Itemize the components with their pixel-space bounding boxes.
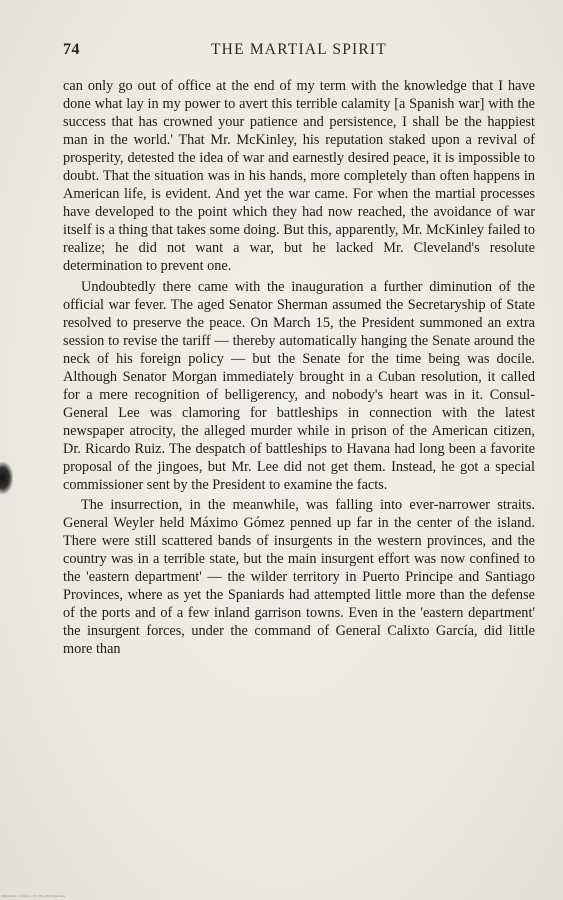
binding-edge-mark [0,462,13,494]
scan-footer-note: National Library of the Philippines [2,894,66,898]
paragraph: Undoubtedly there came with the inauguration a further diminution of the official war fever. The aged Senator Sherman assumed the Secretaryship of State resolved to preserve the peace. On March 15, the President summoned an extra session to revise the tariff — thereby automatically hanging the Senate around the neck of his foreign policy — but the Senate for the time being was docile. Although Senator Morgan immediately brought in a Cuban resolution, it called for a mere recognition of belligerency, and nobody's heart was in it. Consul-General Lee was clamoring for battleships in connection with the latest newspaper atrocity, the alleged murder while in prison of the American citizen, Dr. Ricardo Ruiz. The despatch of battleships to Havana had long been a favorite proposal of the jingoes, but Mr. Lee did not get them. Instead, he got a special commissioner sent by the President to examine the facts. [63,278,535,494]
page-header [63,41,535,63]
page-number: 74 [63,41,80,58]
running-head: THE MARTIAL SPIRIT [211,41,387,58]
body-text [63,77,535,659]
paragraph-continued: can only go out of office at the end of my term with the knowledge that I have done what lay in my power to avert this terrible calamity [a Spanish war] with the success that has crowned your patience and persistence, I shall be the happiest man in the world.' That Mr. McKinley, his reputation staked upon a revival of prosperity, detested the idea of war and earnestly desired peace, it is impossible to doubt. That the situation was in his hands, more completely than often happens in American life, is evident. And yet the war came. For when the martial processes have developed to the point which they had now reached, the avoidance of war itself is a thing that takes some doing. But this, apparently, Mr. McKinley failed to realize; he did not want a war, but he lacked Mr. Cleveland's resolute determination to prevent one. [63,78,535,275]
paragraph: The insurrection, in the meanwhile, was falling into ever-narrower straits. General Weyler held Máximo Gómez penned up far in the center of the island. There were still scattered bands of insurgents in the western provinces, and the country was in a terrible state, but the main insurgent effort was now confined to the 'eastern department' — the wilder territory in Puerto Principe and Santiago Provinces, where as yet the Spaniards had attempted little more than the defense of the ports and of a few inland garrison towns. Even in the 'eastern department' the insurgent forces, under the command of General Calixto García, did little more than [63,497,535,658]
